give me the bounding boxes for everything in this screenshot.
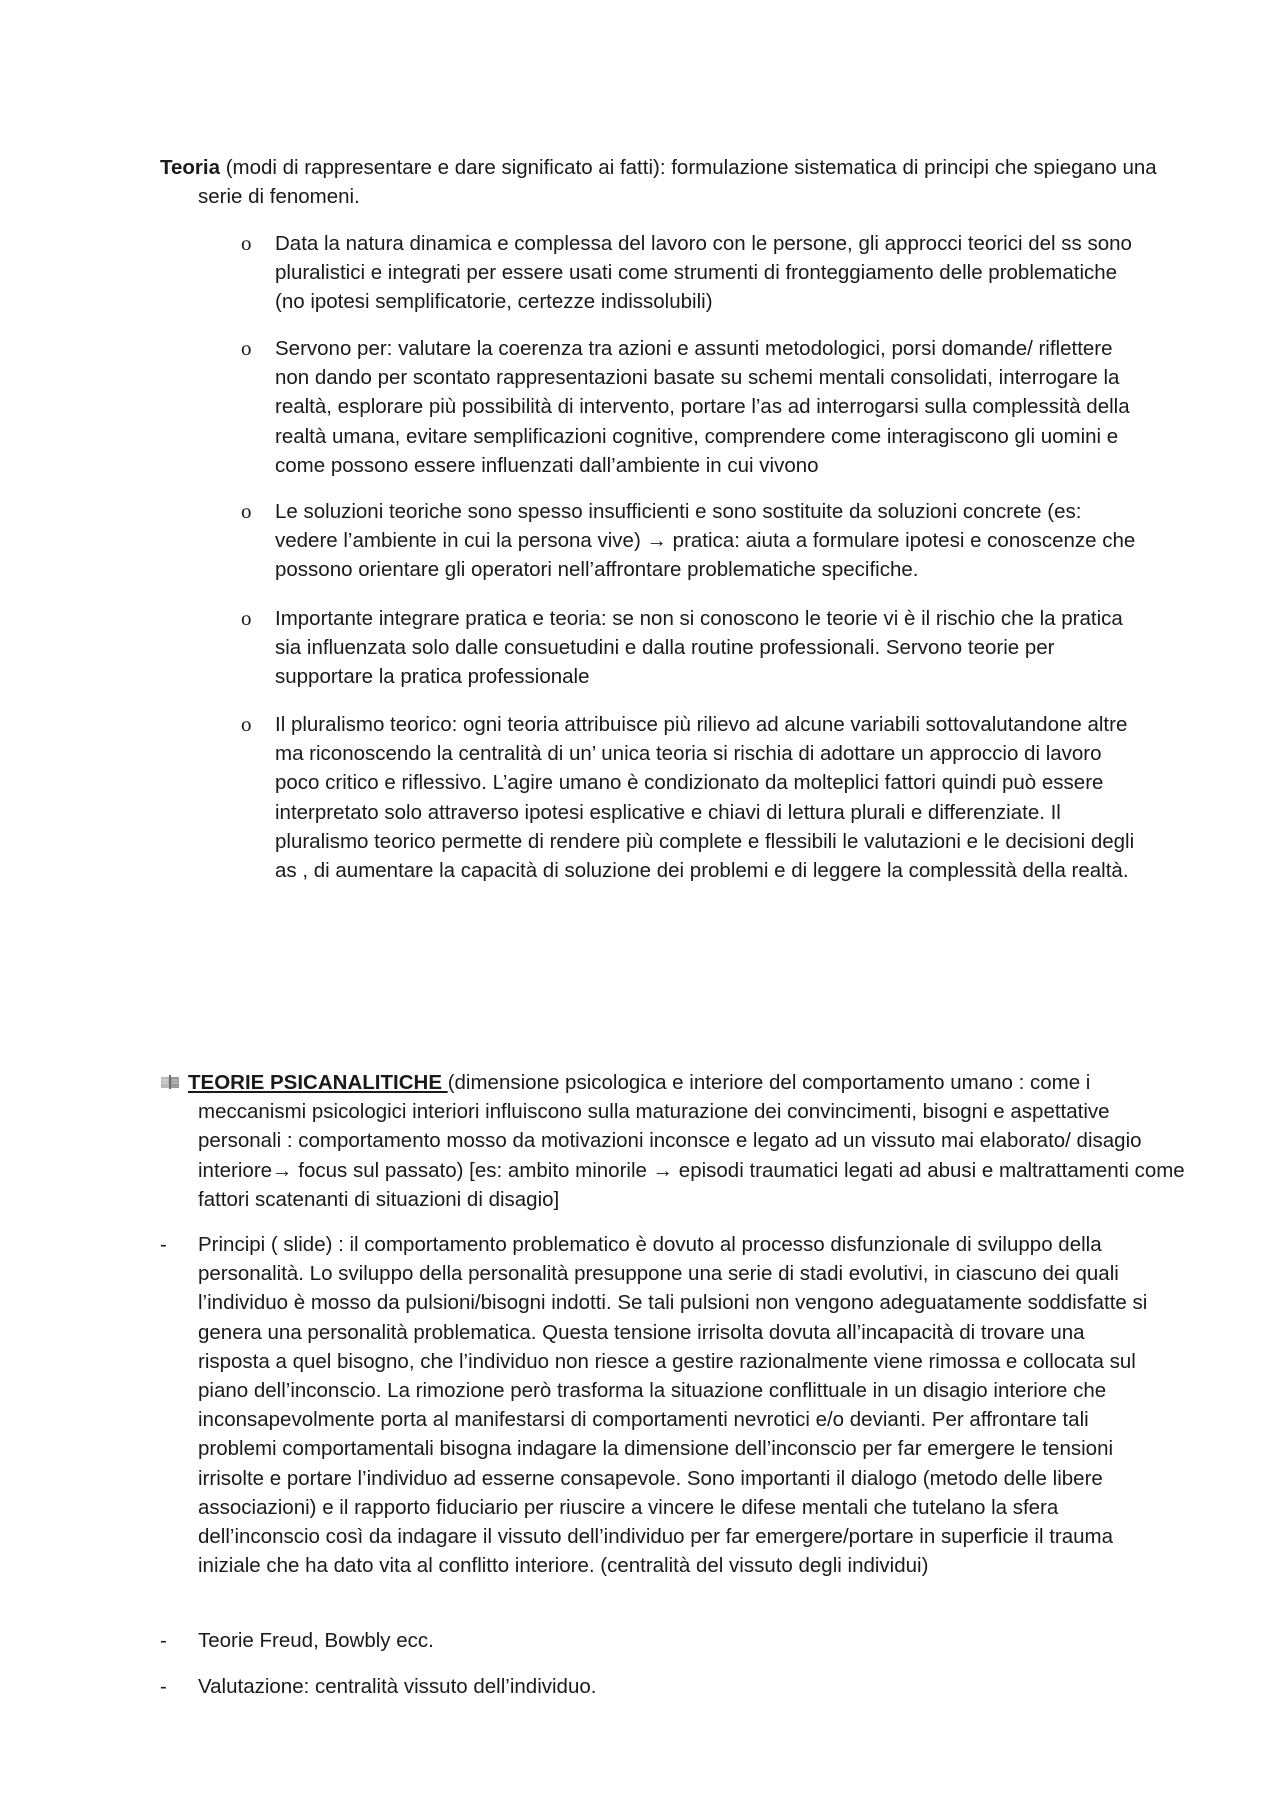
section-heading-paragraph xyxy=(160,1068,1188,1214)
dash-item xyxy=(160,1626,1150,1655)
bullet-item xyxy=(241,334,1141,480)
dash-marker: - xyxy=(160,1233,167,1256)
dash-text: Principi ( slide) : il comportamento problematico è dovuto al processo disfunzionale di sviluppo della personalità. Lo sviluppo della personalità presuppone una serie di stadi evolutivi, in ciascuno dei quali l’individuo è mosso da pulsioni/bisogni indotti. Se tali pulsioni non vengono adeguatamente soddisfatte si genera una personalità problematica. Questa tensione irrisolta dovuta all’incapacità di trovare una risposta a quel bisogno, che l’individuo non riesce a gestire razionalmente viene rimossa e collocata sul piano dell’inconscio. La rimozione però trasforma la situazione conflittuale in un disagio interiore che inconsapevolmente porta al manifestarsi di comportamenti nevrotici e/o devianti. Per affrontare tali problemi comportamentali bisogna indagare la dimensione dell’inconscio per far emergere le tensioni irrisolte e portare l’individuo ad esserne consapevole. Sono importanti il dialogo (metodo delle libere associazioni) e il rapporto fiduciario per riuscire a vincere le difese mentali che tutelano la sfera dell’inconscio così da indagare il vissuto dell’individuo per far emergere/portare in superficie il trauma iniziale che ha dato vita al conflitto interiore. (centralità del vissuto degli individui) xyxy=(198,1233,1148,1578)
bullet-text: Data la natura dinamica e complessa del lavoro con le persone, gli approcci teorici del ss sono pluralistici e integrati per essere usati come strumenti di fronteggiamento delle problematiche (no ipotesi semplificatorie, certezze indissolubili) xyxy=(275,232,1132,314)
section-title: TEORIE PSICANALITICHE xyxy=(188,1071,448,1094)
book-bullet-icon xyxy=(160,1074,180,1090)
dash-item xyxy=(160,1672,1150,1701)
dash-text: Teorie Freud, Bowbly ecc. xyxy=(198,1629,434,1652)
bullet-text: Importante integrare pratica e teoria: se non si conoscono le teorie vi è il rischio che la pratica sia influenzata solo dalle consuetudini e dalla routine professionali. Servono teorie per supportare la pratica professionale xyxy=(275,607,1123,689)
bullet-item xyxy=(241,229,1141,317)
intro-term: Teoria xyxy=(160,156,220,179)
section-text: (dimensione psicologica e interiore del comportamento umano : come i meccanismi psicologici interiori influiscono sulla maturazione dei convincimenti, bisogni e aspettative personali : comportamento mosso da motivazioni inconsce e legato ad un vissuto mai elaborato/ disagio interiore→ focus sul passato) [es: ambito minorile → episodi traumatici legati ad abusi e maltrattamenti come fattori scatenanti di situazioni di disagio] xyxy=(198,1071,1185,1211)
bullet-text: Le soluzioni teoriche sono spesso insufficienti e sono sostituite da soluzioni concrete (es: vedere l’ambiente in cui la persona vive) → pratica: aiuta a formulare ipotesi e conoscenze che possono orientare gli operatori nell’affrontare problematiche specifiche. xyxy=(275,500,1136,582)
dash-marker: - xyxy=(160,1629,167,1652)
bullet-marker: o xyxy=(241,336,252,360)
intro-paragraph xyxy=(160,153,1178,211)
dash-text: Valutazione: centralità vissuto dell’individuo. xyxy=(198,1675,597,1698)
dash-item xyxy=(160,1230,1150,1580)
bullet-marker: o xyxy=(241,606,252,630)
bullet-text: Il pluralismo teorico: ogni teoria attribuisce più rilievo ad alcune variabili sottovalutandone altre ma riconoscendo la centralità di un’ unica teoria si rischia di adottare un approccio di lavoro poco critico e riflessivo. L’agire umano è condizionato da molteplici fattori quindi può essere interpretato solo attraverso ipotesi esplicative e chiavi di lettura plurali e differenziate. Il pluralismo teorico permette di rendere più complete e flessibili le valutazioni e le decisioni degli as , di aumentare la capacità di soluzione dei problemi e di leggere la complessità della realtà. xyxy=(275,713,1135,883)
intro-text: (modi di rappresentare e dare significato ai fatti): formulazione sistematica di principi che spiegano una serie di fenomeni. xyxy=(198,156,1157,209)
bullet-marker: o xyxy=(241,231,252,255)
bullet-marker: o xyxy=(241,712,252,736)
bullet-text: Servono per: valutare la coerenza tra azioni e assunti metodologici, porsi domande/ riflettere non dando per scontato rappresentazioni basate su schemi mentali consolidati, interrogare la realtà, esplorare più possibilità di intervento, portare l’as ad interrogarsi sulla complessità della realtà umana, evitare semplificazioni cognitive, comprendere come interagiscono gli uomini e come possono essere influenzati dall’ambiente in cui vivono xyxy=(275,337,1130,477)
dash-marker: - xyxy=(160,1675,167,1698)
bullet-item xyxy=(241,604,1141,692)
bullet-marker: o xyxy=(241,499,252,523)
bullet-item xyxy=(241,497,1141,585)
bullet-item xyxy=(241,710,1141,885)
